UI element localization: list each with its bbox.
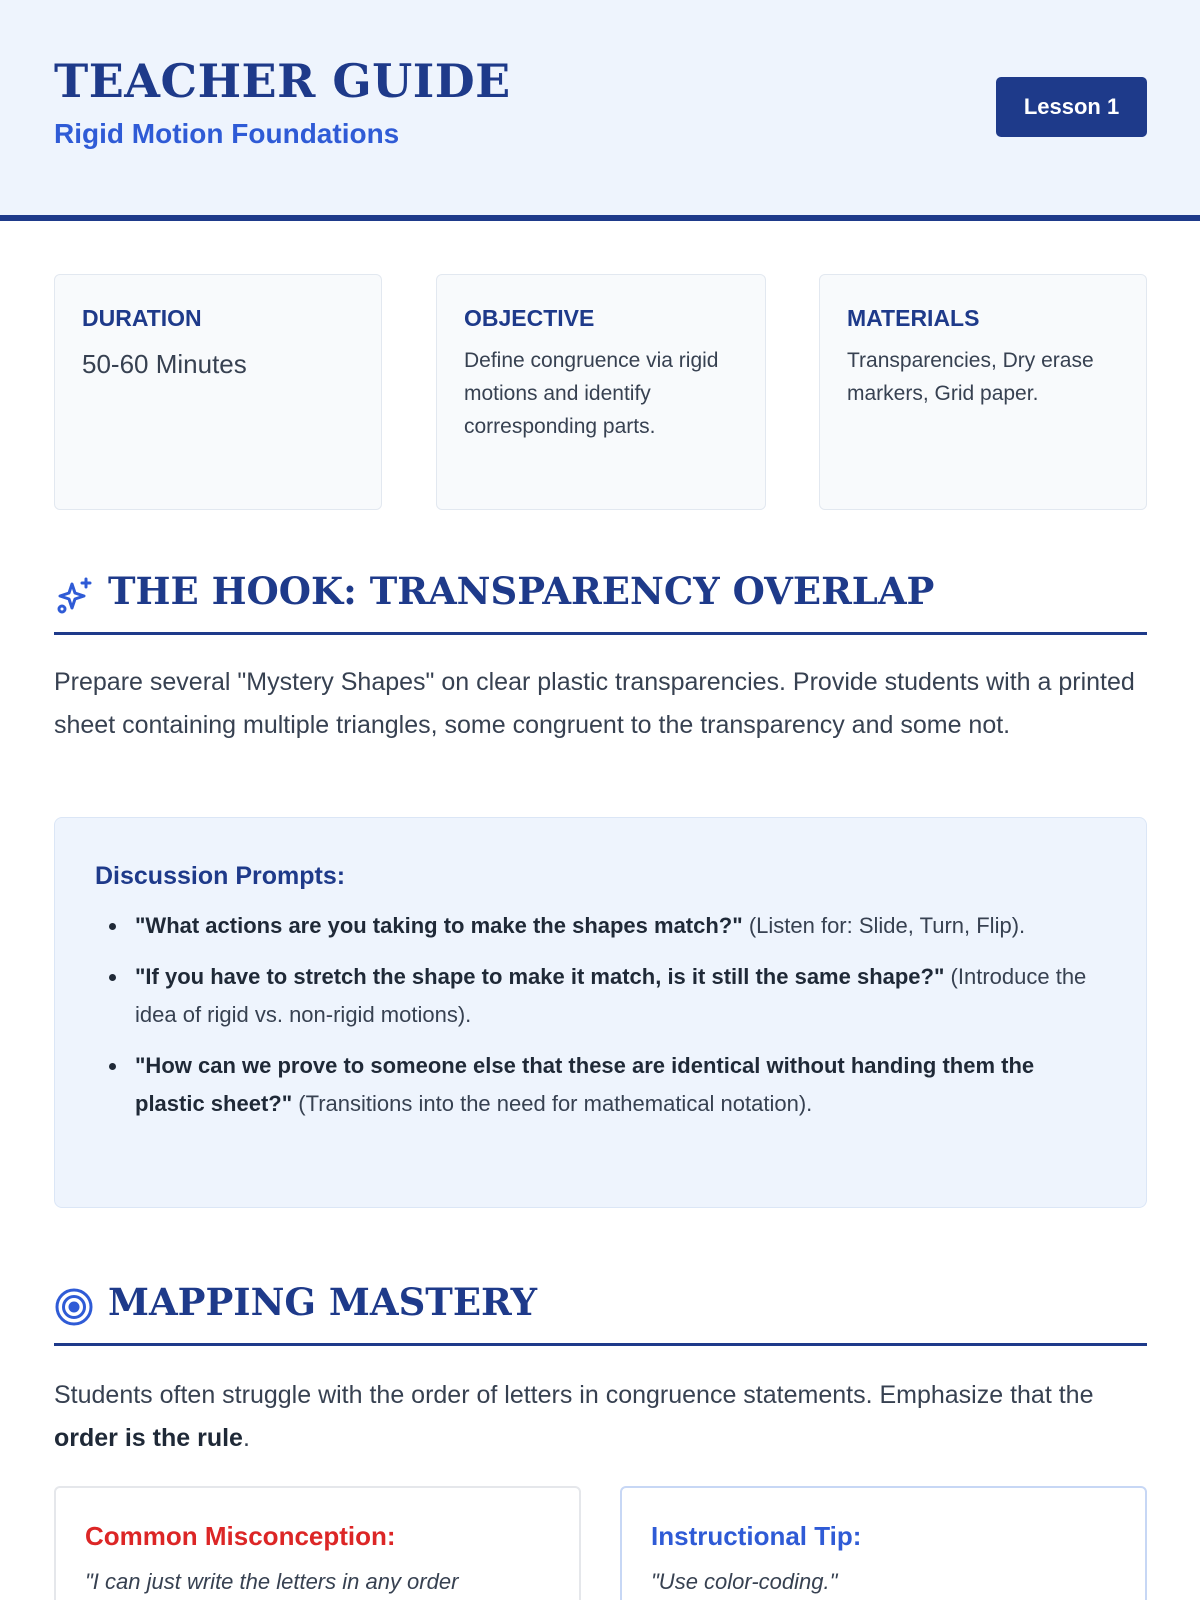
sparkles-icon	[54, 576, 94, 616]
instructional-tip-card	[620, 1486, 1147, 1600]
instructional-tip-title: Instructional Tip:	[651, 1521, 862, 1551]
discussion-prompts-box	[54, 817, 1147, 1208]
materials-card	[819, 274, 1147, 510]
hook-paragraph: Prepare several "Mystery Shapes" on clear plastic transparencies. Provide students with a printed sheet containing multiple triangles, some congruent to the transparency and some not.	[54, 668, 1135, 739]
hook-section-header	[54, 555, 1147, 635]
mapping-section-header	[54, 1266, 1147, 1346]
discussion-prompts-list	[135, 907, 1106, 1123]
duration-value: 50-60 Minutes	[82, 349, 247, 379]
page-title: TEACHER GUIDE	[54, 54, 511, 108]
misconception-title: Common Misconception:	[85, 1521, 396, 1551]
prompt-question: "If you have to stretch the shape to make it match, is it still the same shape?"	[135, 964, 945, 989]
prompt-note: (Introduce the idea of rigid vs. non-rigid motions).	[135, 964, 1087, 1027]
hook-title: THE HOOK: TRANSPARENCY OVERLAP	[108, 569, 935, 613]
duration-label: DURATION	[82, 305, 202, 331]
materials-value: Transparencies, Dry erase markers, Grid paper.	[847, 349, 1094, 405]
discussion-prompts-title: Discussion Prompts:	[95, 862, 346, 890]
objective-card	[436, 274, 766, 510]
mapping-paragraph-start: Students often struggle with the order of letters in congruence statements. Emphasize that the	[54, 1381, 1094, 1409]
list-item	[135, 907, 1106, 945]
prompt-question: "How can we prove to someone else that these are identical without handing them the plastic sheet?"	[135, 1053, 1035, 1116]
page-subtitle: Rigid Motion Foundations	[54, 118, 400, 149]
misconception-card	[54, 1486, 581, 1600]
mapping-paragraph	[54, 1374, 1147, 1460]
prompt-note: (Listen for: Slide, Turn, Flip).	[748, 913, 1026, 938]
mapping-paragraph-end: .	[242, 1424, 250, 1452]
materials-label: MATERIALS	[847, 305, 980, 331]
instructional-tip-quote: "Use color-coding."	[651, 1569, 838, 1594]
objective-value: Define congruence via rigid motions and identify corresponding parts.	[464, 349, 719, 438]
lesson-badge: Lesson 1	[996, 77, 1147, 137]
mapping-title: MAPPING MASTERY	[108, 1280, 538, 1324]
prompt-question: "What actions are you taking to make the shapes match?"	[135, 913, 743, 938]
objective-label: OBJECTIVE	[464, 305, 595, 331]
list-item	[135, 1047, 1106, 1123]
duration-card	[54, 274, 382, 510]
misconception-quote: "I can just write the letters in any order	[85, 1569, 459, 1594]
list-item	[135, 958, 1106, 1034]
prompt-note: (Transitions into the need for mathematical notation).	[298, 1091, 813, 1116]
page-header	[0, 0, 1200, 221]
target-icon	[54, 1287, 94, 1327]
mapping-paragraph-emphasis: order is the rule	[54, 1424, 243, 1452]
